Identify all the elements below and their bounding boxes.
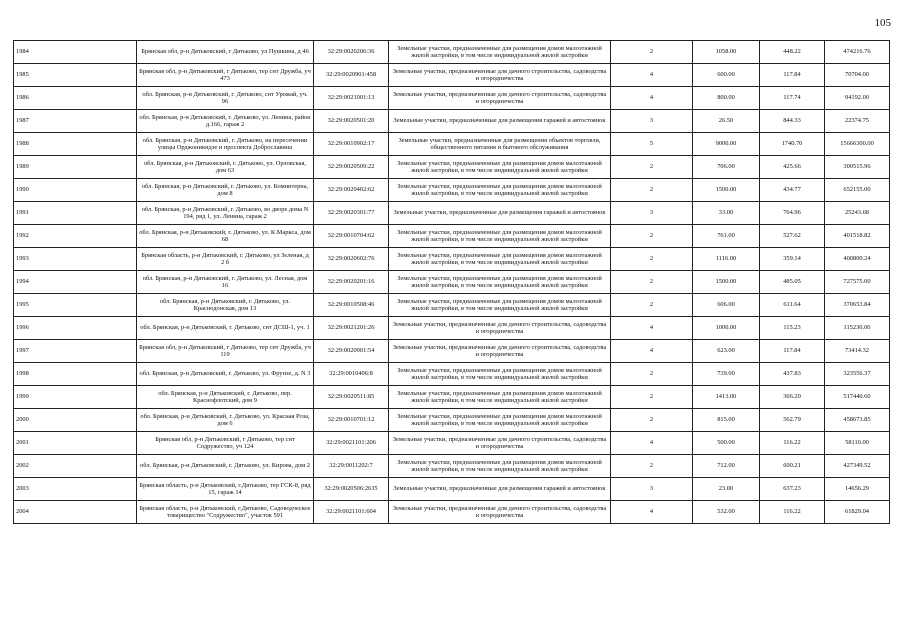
row-cadastral-cost: 652155.00 bbox=[825, 179, 890, 202]
row-area: 23.00 bbox=[693, 478, 760, 501]
row-cadastral-number: 32:29:0010701:12 bbox=[314, 409, 389, 432]
table-row bbox=[14, 340, 890, 363]
table-row bbox=[14, 133, 890, 156]
row-land-use: Земельные участки, предназначенные для размещения домов малоэтажной жилой застройки, в том числе индивидуальной жилой застройки bbox=[389, 41, 611, 64]
row-cadastral-cost: 517440.60 bbox=[825, 386, 890, 409]
row-land-use: Земельные участки, предназначенные для размещения домов малоэтажной жилой застройки, в том числе индивидуальной жилой застройки bbox=[389, 271, 611, 294]
row-cadastral-number: 32:29:0020901:54 bbox=[314, 340, 389, 363]
row-group: 5 bbox=[611, 133, 693, 156]
table-row bbox=[14, 409, 890, 432]
row-group: 2 bbox=[611, 41, 693, 64]
table-row bbox=[14, 455, 890, 478]
row-area: 1500.00 bbox=[693, 271, 760, 294]
row-specific-value: 117.84 bbox=[760, 340, 825, 363]
row-area: 1058.00 bbox=[693, 41, 760, 64]
row-group: 2 bbox=[611, 294, 693, 317]
row-number: 1991 bbox=[14, 202, 137, 225]
row-cadastral-cost: 25243.68 bbox=[825, 202, 890, 225]
row-cadastral-number: 32:29:0021101:604 bbox=[314, 501, 389, 524]
row-address: Брянская область, р-н Дятьковский, г. Дятьково, ул Зеленая, д 2 б bbox=[137, 248, 314, 271]
row-cadastral-cost: 70704.00 bbox=[825, 64, 890, 87]
row-cadastral-number: 32:29:0020509:22 bbox=[314, 156, 389, 179]
row-cadastral-number: 32:29:0021001:13 bbox=[314, 87, 389, 110]
row-group: 2 bbox=[611, 248, 693, 271]
row-cadastral-number: 32:29:0020206:36 bbox=[314, 41, 389, 64]
cadastral-cost-table bbox=[13, 40, 890, 524]
row-group: 2 bbox=[611, 156, 693, 179]
row-cadastral-number: 32:29:0020901:458 bbox=[314, 64, 389, 87]
row-specific-value: 600.21 bbox=[760, 455, 825, 478]
row-address: обл. Брянская, р-н Дятьковский, г. Дятьково, снт Урожай, уч. 96 bbox=[137, 87, 314, 110]
row-address: Брянская обл, р-н Дятьковский, г Дятьково, ул Пушкина, д 46 bbox=[137, 41, 314, 64]
row-group: 4 bbox=[611, 432, 693, 455]
row-cadastral-number: 32:29:0021101:206 bbox=[314, 432, 389, 455]
row-group: 4 bbox=[611, 317, 693, 340]
row-group: 2 bbox=[611, 179, 693, 202]
row-number: 2004 bbox=[14, 501, 137, 524]
row-specific-value: 116.22 bbox=[760, 501, 825, 524]
row-area: 712.00 bbox=[693, 455, 760, 478]
row-address: обл. Брянская, р-н Дятьковский, г. Дятьково, ул. Ленина, район д.166, гараж 2 bbox=[137, 110, 314, 133]
row-area: 800.00 bbox=[693, 87, 760, 110]
row-cadastral-cost: 73414.32 bbox=[825, 340, 890, 363]
row-group: 3 bbox=[611, 110, 693, 133]
row-cadastral-cost: 300515.96 bbox=[825, 156, 890, 179]
row-land-use: Земельные участки, предназначенные для размещения объектов торговли, общественного питания и бытового обслуживания bbox=[389, 133, 611, 156]
row-address: обл. Брянская, р-н Дятьковский, г. Дятьково, ул. Лесная, дом 16 bbox=[137, 271, 314, 294]
row-area: 606.00 bbox=[693, 294, 760, 317]
row-cadastral-cost: 115230.00 bbox=[825, 317, 890, 340]
row-area: 761.00 bbox=[693, 225, 760, 248]
row-number: 2003 bbox=[14, 478, 137, 501]
row-area: 532.00 bbox=[693, 501, 760, 524]
row-specific-value: 115.23 bbox=[760, 317, 825, 340]
row-cadastral-number: 32:29:0020201:16 bbox=[314, 271, 389, 294]
row-number: 1998 bbox=[14, 363, 137, 386]
row-land-use: Земельные участки, предназначенные для дачного строительства, садоводства и огородничества bbox=[389, 87, 611, 110]
row-cadastral-number: 32:29:0020501:20 bbox=[314, 110, 389, 133]
row-cadastral-number: 32:29:0010508:46 bbox=[314, 294, 389, 317]
table-row bbox=[14, 386, 890, 409]
row-specific-value: 637.23 bbox=[760, 478, 825, 501]
row-specific-value: 562.79 bbox=[760, 409, 825, 432]
row-cadastral-cost: 400800.24 bbox=[825, 248, 890, 271]
row-land-use: Земельные участки, предназначенные для дачного строительства, садоводства и огородничества bbox=[389, 340, 611, 363]
row-specific-value: 434.77 bbox=[760, 179, 825, 202]
row-specific-value: 1740.70 bbox=[760, 133, 825, 156]
row-cadastral-cost: 61829.04 bbox=[825, 501, 890, 524]
row-number: 1988 bbox=[14, 133, 137, 156]
row-address: обл. Брянская, р-н Дятьковский, г. Дятьково, ул. Краснодонская, дом 13 bbox=[137, 294, 314, 317]
row-cadastral-cost: 22374.75 bbox=[825, 110, 890, 133]
row-address: обл. Брянская, р-н Дятьковский, г. Дятьково, ул. Коминтерна, дом 8 bbox=[137, 179, 314, 202]
row-cadastral-number: 32:29:0011202:7 bbox=[314, 455, 389, 478]
row-land-use: Земельные участки, предназначенные для размещения домов малоэтажной жилой застройки, в том числе индивидуальной жилой застройки bbox=[389, 156, 611, 179]
row-area: 500.00 bbox=[693, 432, 760, 455]
row-group: 2 bbox=[611, 271, 693, 294]
row-land-use: Земельные участки, предназначенные для размещения домов малоэтажной жилой застройки, в том числе индивидуальной жилой застройки bbox=[389, 363, 611, 386]
row-specific-value: 448.22 bbox=[760, 41, 825, 64]
table-row bbox=[14, 110, 890, 133]
row-number: 1994 bbox=[14, 271, 137, 294]
row-area: 706.00 bbox=[693, 156, 760, 179]
row-specific-value: 425.66 bbox=[760, 156, 825, 179]
row-cadastral-cost: 427349.52 bbox=[825, 455, 890, 478]
table-row bbox=[14, 248, 890, 271]
row-address: обл. Брянская, р-н Дятьковский, г. Дятьково, ул. Красная Роза, дом 6 bbox=[137, 409, 314, 432]
row-number: 1985 bbox=[14, 64, 137, 87]
table-row bbox=[14, 363, 890, 386]
row-specific-value: 527.62 bbox=[760, 225, 825, 248]
row-area: 815.00 bbox=[693, 409, 760, 432]
row-number: 1995 bbox=[14, 294, 137, 317]
table-row bbox=[14, 64, 890, 87]
row-area: 33.00 bbox=[693, 202, 760, 225]
row-number: 1990 bbox=[14, 179, 137, 202]
row-cadastral-number: 32:29:0020602:76 bbox=[314, 248, 389, 271]
row-number: 1986 bbox=[14, 87, 137, 110]
row-number: 1992 bbox=[14, 225, 137, 248]
row-address: Брянская обл, р-н Дятьковский, г Дятьково, тер снт Дружба, уч 119 bbox=[137, 340, 314, 363]
row-address: Брянская обл, р-н Дятьковский, г Дятьково, тер снт Дружба, уч 473 bbox=[137, 64, 314, 87]
row-area: 9000.00 bbox=[693, 133, 760, 156]
table-row bbox=[14, 156, 890, 179]
row-cadastral-number: 32:29:0020301:77 bbox=[314, 202, 389, 225]
table-row bbox=[14, 294, 890, 317]
row-land-use: Земельные участки, предназначенные для дачного строительства, садоводства и огородничества bbox=[389, 317, 611, 340]
table-row bbox=[14, 202, 890, 225]
row-specific-value: 117.74 bbox=[760, 87, 825, 110]
row-cadastral-cost: 94192.00 bbox=[825, 87, 890, 110]
table-row bbox=[14, 432, 890, 455]
row-address: обл. Брянская, р-н Дятьковский, г. Дятьково, ул. Кирова, дом 2 bbox=[137, 455, 314, 478]
row-cadastral-cost: 15666300.00 bbox=[825, 133, 890, 156]
row-land-use: Земельные участки, предназначенные для размещения гаражей и автостоянок bbox=[389, 478, 611, 501]
table-row bbox=[14, 501, 890, 524]
row-group: 4 bbox=[611, 340, 693, 363]
table-row bbox=[14, 478, 890, 501]
row-land-use: Земельные участки, предназначенные для дачного строительства, садоводства и огородничества bbox=[389, 432, 611, 455]
row-number: 1984 bbox=[14, 41, 137, 64]
row-group: 2 bbox=[611, 386, 693, 409]
row-group: 3 bbox=[611, 478, 693, 501]
row-cadastral-cost: 727575.00 bbox=[825, 271, 890, 294]
row-specific-value: 485.05 bbox=[760, 271, 825, 294]
row-cadastral-cost: 401518.82 bbox=[825, 225, 890, 248]
row-cadastral-cost: 458673.85 bbox=[825, 409, 890, 432]
row-cadastral-number: 32:29:0010704:62 bbox=[314, 225, 389, 248]
row-address: Брянская область, р-н Дятьковский, г.Дятьково, Садоводческое товарищество "Содружество", участок 591 bbox=[137, 501, 314, 524]
row-specific-value: 116.22 bbox=[760, 432, 825, 455]
table-row bbox=[14, 87, 890, 110]
row-cadastral-number: 32:29:0020506:2635 bbox=[314, 478, 389, 501]
row-land-use: Земельные участки, предназначенные для дачного строительства, садоводства и огородничества bbox=[389, 501, 611, 524]
row-land-use: Земельные участки, предназначенные для дачного строительства, садоводства и огородничества bbox=[389, 64, 611, 87]
row-land-use: Земельные участки, предназначенные для размещения домов малоэтажной жилой застройки, в том числе индивидуальной жилой застройки bbox=[389, 225, 611, 248]
row-cadastral-cost: 370653.84 bbox=[825, 294, 890, 317]
row-area: 26.50 bbox=[693, 110, 760, 133]
row-number: 1996 bbox=[14, 317, 137, 340]
row-land-use: Земельные участки, предназначенные для размещения домов малоэтажной жилой застройки, в том числе индивидуальной жилой застройки bbox=[389, 294, 611, 317]
row-specific-value: 359.14 bbox=[760, 248, 825, 271]
row-group: 2 bbox=[611, 409, 693, 432]
row-specific-value: 611.64 bbox=[760, 294, 825, 317]
table-row bbox=[14, 179, 890, 202]
row-number: 1999 bbox=[14, 386, 137, 409]
row-area: 1500.00 bbox=[693, 179, 760, 202]
row-address: обл. Брянская, р-н Дятьковский, г. Дятьково, снт ДСШ-1, уч. 1 bbox=[137, 317, 314, 340]
row-address: обл. Брянская, р-н Дятьковский, г. Дятьково, ул. Орловская, дом 63 bbox=[137, 156, 314, 179]
row-number: 1987 bbox=[14, 110, 137, 133]
row-cadastral-number: 32:29:0020402:62 bbox=[314, 179, 389, 202]
row-land-use: Земельные участки, предназначенные для размещения гаражей и автостоянок bbox=[389, 202, 611, 225]
row-area: 1116.00 bbox=[693, 248, 760, 271]
row-cadastral-cost: 323556.37 bbox=[825, 363, 890, 386]
row-group: 4 bbox=[611, 87, 693, 110]
row-group: 2 bbox=[611, 363, 693, 386]
row-specific-value: 764.96 bbox=[760, 202, 825, 225]
row-cadastral-cost: 474216.76 bbox=[825, 41, 890, 64]
row-land-use: Земельные участки, предназначенные для размещения домов малоэтажной жилой застройки, в том числе индивидуальной жилой застройки bbox=[389, 409, 611, 432]
row-group: 4 bbox=[611, 64, 693, 87]
row-specific-value: 117.84 bbox=[760, 64, 825, 87]
row-land-use: Земельные участки, предназначенные для размещения гаражей и автостоянок bbox=[389, 110, 611, 133]
row-area: 1000.00 bbox=[693, 317, 760, 340]
row-specific-value: 366.20 bbox=[760, 386, 825, 409]
row-cadastral-number: 32:29:0020511:85 bbox=[314, 386, 389, 409]
row-land-use: Земельные участки, предназначенные для размещения домов малоэтажной жилой застройки, в том числе индивидуальной жилой застройки bbox=[389, 179, 611, 202]
row-group: 2 bbox=[611, 455, 693, 478]
row-cadastral-number: 32:29:0010406:8 bbox=[314, 363, 389, 386]
row-land-use: Земельные участки, предназначенные для размещения домов малоэтажной жилой застройки, в том числе индивидуальной жилой застройки bbox=[389, 248, 611, 271]
row-number: 1997 bbox=[14, 340, 137, 363]
table-row bbox=[14, 225, 890, 248]
row-address: обл. Брянская, р-н Дятьковский, г. Дятьково, во дворе дома N 194, ряд 1, ул. Ленина, гараж 2 bbox=[137, 202, 314, 225]
page-number: 105 bbox=[874, 17, 891, 29]
row-cadastral-number: 32:29:0010902:17 bbox=[314, 133, 389, 156]
row-address: обл. Брянская, р-н Дятьковский, г. Дятьково, на пересечении улицы Орджоникидзе и проспекта Доброславина bbox=[137, 133, 314, 156]
row-specific-value: 437.83 bbox=[760, 363, 825, 386]
row-cadastral-cost: 58110.00 bbox=[825, 432, 890, 455]
table-row bbox=[14, 317, 890, 340]
row-address: обл. Брянская, р-н Дятьковский, г. Дятьково, пер. Краснофлотский, дом 9 bbox=[137, 386, 314, 409]
row-area: 1413.00 bbox=[693, 386, 760, 409]
row-address: обл. Брянская, р-н Дятьковский, г. Дятьково, ул. К.Маркса, дом 68 bbox=[137, 225, 314, 248]
table-body bbox=[14, 41, 890, 524]
row-group: 2 bbox=[611, 225, 693, 248]
row-land-use: Земельные участки, предназначенные для размещения домов малоэтажной жилой застройки, в том числе индивидуальной жилой застройки bbox=[389, 386, 611, 409]
row-number: 2000 bbox=[14, 409, 137, 432]
row-area: 739.00 bbox=[693, 363, 760, 386]
row-number: 1993 bbox=[14, 248, 137, 271]
row-specific-value: 844.33 bbox=[760, 110, 825, 133]
row-group: 3 bbox=[611, 202, 693, 225]
row-address: Брянская обл, р-н Дятьковский, г Дятьково, тер снт Содружество, уч 124 bbox=[137, 432, 314, 455]
row-area: 623.00 bbox=[693, 340, 760, 363]
row-land-use: Земельные участки, предназначенные для размещения домов малоэтажной жилой застройки, в том числе индивидуальной жилой застройки bbox=[389, 455, 611, 478]
row-area: 600.00 bbox=[693, 64, 760, 87]
row-address: обл. Брянская, р-н Дятьковский, г. Дятьково, ул. Фрунзе, д. N 3 bbox=[137, 363, 314, 386]
row-number: 2002 bbox=[14, 455, 137, 478]
row-cadastral-cost: 14656.29 bbox=[825, 478, 890, 501]
row-address: Брянская область, р-н Дятьковский, г.Дятьково, тер ГСК-8, ряд 15, гараж 14 bbox=[137, 478, 314, 501]
table-row bbox=[14, 41, 890, 64]
row-number: 2001 bbox=[14, 432, 137, 455]
table-row bbox=[14, 271, 890, 294]
row-number: 1989 bbox=[14, 156, 137, 179]
row-cadastral-number: 32:29:0021201:26 bbox=[314, 317, 389, 340]
row-group: 4 bbox=[611, 501, 693, 524]
